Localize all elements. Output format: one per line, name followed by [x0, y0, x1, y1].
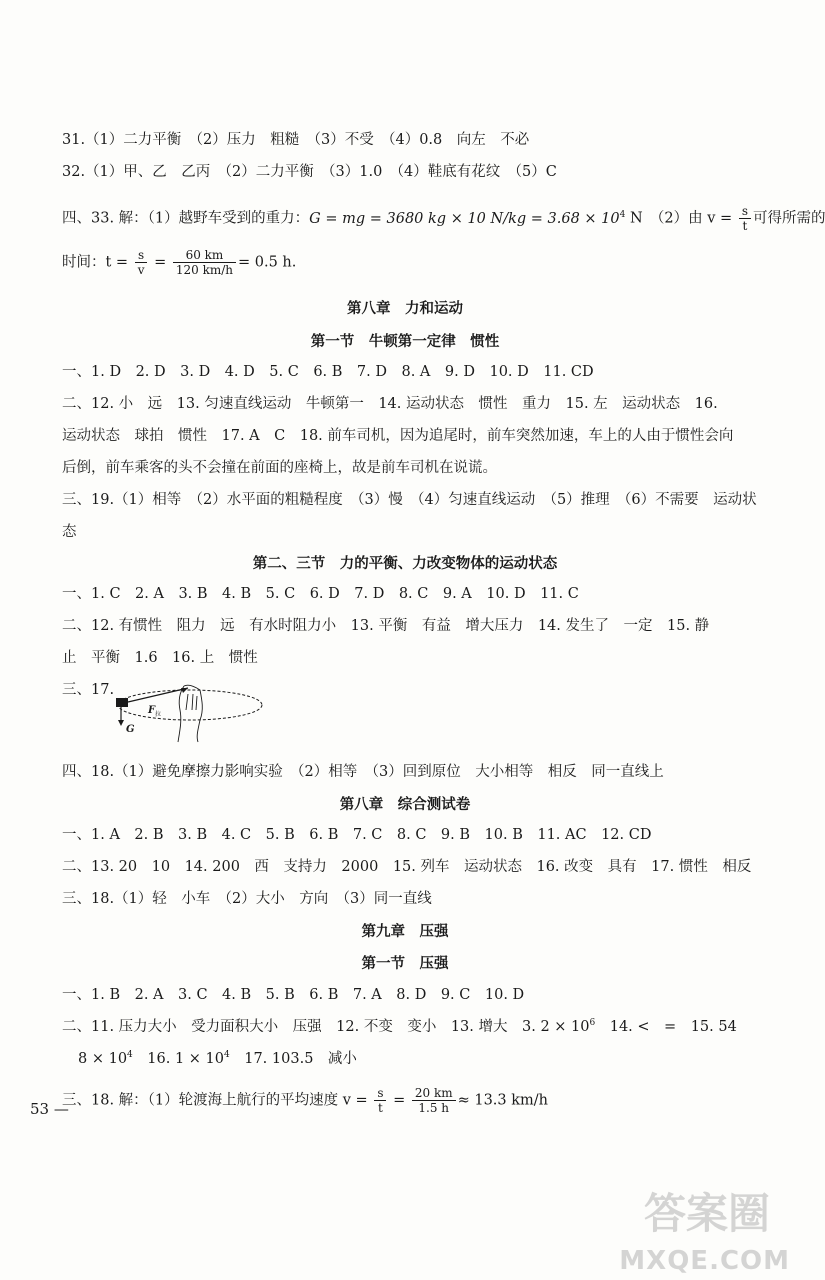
ch9-answer-3-tail: 17. 103.5 减小 [229, 1051, 357, 1067]
ch8-s1-answer-3: 运动状态 球拍 惯性 17. A C 18. 前车司机，因为追尾时，前车突然加速，车上的人由于惯性会向 [62, 428, 734, 444]
ch8-test-answer-2: 二、13. 20 10 14. 200 西 支持力 2000 15. 列车 运动状态 16. 改变 具有 17. 惯性 相反 [62, 859, 752, 875]
heading-chapter-9: 第九章 压强 [361, 924, 449, 940]
ch8-s1-answer-4: 后倒，前车乘客的头不会撞在前面的座椅上，故是前车司机在说谎。 [62, 460, 497, 476]
ch9-answer-3-mid: 16. 1 × 10 [132, 1051, 224, 1067]
force-label: F [148, 705, 156, 716]
ch8-s1-answer-2: 二、12. 小 远 13. 匀速直线运动 牛顿第一 14. 运动状态 惯性 重力 15. 左 运动状态 16. [62, 396, 718, 412]
answer-33-line1 [62, 204, 825, 233]
equals-sign: = [388, 1092, 410, 1109]
ch8-s1-answer-5: 三、19.（1）相等 （2）水平面的粗糙程度 （3）慢 （4）匀速直线运动 （5）推理 （6）不需要 运动状 [62, 492, 757, 508]
heading-ch9-section-1: 第一节 压强 [361, 956, 449, 972]
ch8-s1-answer-1: 一、1. D 2. D 3. D 4. D 5. C 6. B 7. D 8. A 9. D 10. D 11. CD [62, 364, 594, 380]
gravity-label: G [126, 724, 135, 735]
ch8-s23-answer-3: 止 平衡 1.6 16. 上 惯性 [62, 650, 258, 666]
ch8-s1-answer-6: 态 [62, 524, 77, 540]
object-block [116, 698, 128, 707]
ch9-s1-answer-4 [62, 1086, 548, 1115]
ch9-s1-answer-2 [62, 1015, 737, 1036]
ch8-s23-answer-5: 四、18.（1）避免摩擦力影响实验 （2）相等 （3）回到原位 大小相等 相反 同一直线上 [62, 764, 664, 780]
ch8-test-answer-1: 一、1. A 2. B 3. B 4. C 5. B 6. B 7. C 8. C 9. B 10. B 11. AC 12. CD [62, 827, 652, 843]
watermark-url: MXQE.COM [619, 1246, 790, 1276]
avg-speed-result: ≈ 13.3 km/h [457, 1092, 549, 1109]
exponent: 4 [127, 1050, 133, 1061]
circular-path [118, 690, 262, 720]
ch8-s23-answer-1: 一、1. C 2. A 3. B 4. B 5. C 6. D 7. D 8. C 9. A 10. D 11. C [62, 586, 579, 602]
ch9-s1-answer-1: 一、1. B 2. A 3. C 4. B 5. B 6. B 7. A 8. D 9. C 10. D [62, 987, 525, 1003]
answer-33-end: 可得所需的 [752, 210, 825, 227]
page-number: 53 — [30, 1100, 69, 1118]
watermark-title: 答案圈 [643, 1189, 770, 1238]
exponent: 6 [589, 1018, 596, 1029]
hand-icon [178, 685, 202, 742]
force-diagram [108, 680, 268, 745]
ch8-test-answer-3: 三、18.（1）轻 小车 （2）大小 方向 （3）同一直线 [62, 891, 432, 907]
watermark [619, 1181, 800, 1276]
time-result: = 0.5 h. [238, 254, 297, 271]
equals-sign: = [149, 254, 171, 271]
ch8-s23-answer-4: 三、17. [62, 682, 115, 698]
time-label: 时间：t = [62, 254, 129, 271]
fraction-s2-over-t: $\frac{s}{t}$ [374, 1086, 386, 1115]
ch9-answer-3-text: 8 × 10 [78, 1051, 128, 1067]
answer-33-intro: 四、33. 解：（1）越野车受到的重力： [62, 210, 310, 227]
answer-31: 31.（1）二力平衡 （2）压力 粗糙 （3）不受 （4）0.8 向左 不必 [62, 132, 530, 148]
answer-32: 32.（1）甲、乙 乙丙 （2）二力平衡 （3）1.0 （4）鞋底有花纹 （5）C [62, 164, 557, 180]
heading-ch8-test: 第八章 综合测试卷 [339, 797, 471, 813]
fraction-s-over-t: $\frac{s}{t}$ [739, 204, 751, 233]
ch9-answer-2-tail: 14. < = 15. 54 [595, 1019, 737, 1035]
ch9-answer-2-text: 二、11. 压力大小 受力面积大小 压强 12. 不变 变小 13. 增大 3. 2 × 10 [62, 1019, 590, 1035]
gravity-arrowhead [118, 720, 124, 726]
answer-33-eq: G = mg = 3680 kg × 10 $N/kg = 3.68 \times 10^4$ [309, 209, 626, 227]
exponent: 4 [224, 1050, 230, 1061]
fraction-s-over-v: $\frac{s}{v}$ [135, 248, 148, 277]
heading-ch8-section-2-3: 第二、三节 力的平衡、力改变物体的运动状态 [252, 556, 558, 572]
fraction-60km: $\frac{60 km}{120 km/h}$ [173, 248, 236, 277]
fraction-20km: $\frac{20 km}{1.5 h}$ [412, 1086, 456, 1115]
ch8-s23-answer-2: 二、12. 有惯性 阻力 远 有水时阻力小 13. 平衡 有益 增大压力 14. 发生了 一定 15. 静 [62, 618, 710, 634]
heading-chapter-8: 第八章 力和运动 [347, 301, 463, 317]
answer-33-line2 [62, 248, 296, 277]
answer-33-tail: N （2）由 v = [625, 210, 733, 227]
ch9-s1-answer-3 [78, 1047, 357, 1068]
force-subscript: 拉 [155, 711, 162, 718]
avg-speed-text: 三、18. 解：（1）轮渡海上航行的平均速度 v = [62, 1092, 368, 1109]
heading-ch8-section-1: 第一节 牛顿第一定律 惯性 [310, 334, 500, 350]
